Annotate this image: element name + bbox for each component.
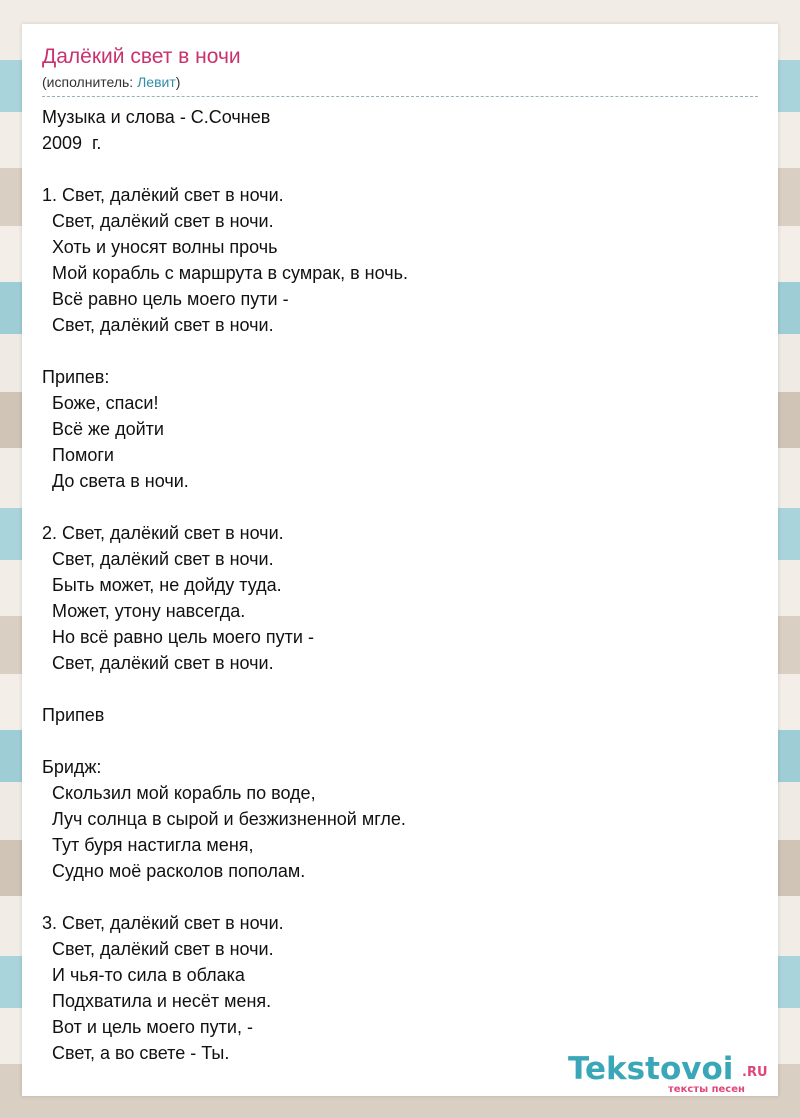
lyric-line: Свет, далёкий свет в ночи.	[42, 939, 274, 959]
lyric-line: Свет, далёкий свет в ночи.	[42, 211, 274, 231]
lyric-line: Помоги	[42, 445, 114, 465]
lyric-line: Всё же дойти	[42, 419, 164, 439]
lyric-line: Свет, далёкий свет в ночи.	[42, 315, 274, 335]
lyric-line: Луч солнца в сырой и безжизненной мгле.	[42, 809, 406, 829]
site-logo[interactable]	[568, 1050, 773, 1100]
logo-tagline: тексты песен	[668, 1084, 745, 1095]
lyric-line: Вот и цель моего пути, -	[42, 1017, 253, 1037]
lyric-line: Тут буря настигла меня,	[42, 835, 254, 855]
lyric-line: И чья-то сила в облака	[42, 965, 245, 985]
lyric-line: Хоть и уносят волны прочь	[42, 237, 278, 257]
lyric-line: 1. Свет, далёкий свет в ночи.	[42, 185, 284, 205]
logo-domain: .RU	[742, 1065, 768, 1080]
logo-wordmark: Tekstovoi	[568, 1051, 734, 1087]
lyric-line: Но всё равно цель моего пути -	[42, 627, 314, 647]
lyric-line: Судно моё расколов пополам.	[42, 861, 306, 881]
lyric-line: Скользил мой корабль по воде,	[42, 783, 316, 803]
song-title: Далёкий свет в ночи	[42, 45, 241, 68]
performer-link[interactable]: Левит	[137, 74, 176, 90]
lyric-line: Всё равно цель моего пути -	[42, 289, 289, 309]
lyric-line: 2. Свет, далёкий свет в ночи.	[42, 523, 284, 543]
lyric-line: Бридж:	[42, 757, 102, 777]
lyric-line: 3. Свет, далёкий свет в ночи.	[42, 913, 284, 933]
lyric-line: Мой корабль с маршрута в сумрак, в ночь.	[42, 263, 408, 283]
performer-line	[42, 73, 758, 91]
performer-suffix: )	[175, 74, 181, 90]
lyric-line: Быть может, не дойду туда.	[42, 575, 282, 595]
lyric-line: Свет, далёкий свет в ночи.	[42, 653, 274, 673]
lyric-line: До света в ночи.	[42, 471, 189, 491]
lyric-line: Музыка и слова - С.Сочнев	[42, 107, 271, 127]
lyric-line: Свет, а во свете - Ты.	[42, 1043, 230, 1063]
song-header	[42, 44, 758, 97]
lyric-line: Может, утону навсегда.	[42, 601, 246, 621]
lyrics-page	[22, 24, 778, 1096]
lyric-line: 2009 г.	[42, 133, 102, 153]
lyric-line: Свет, далёкий свет в ночи.	[42, 549, 274, 569]
performer-prefix: (исполнитель:	[42, 74, 138, 90]
lyric-line: Припев:	[42, 367, 110, 387]
lyrics-text	[42, 104, 758, 1066]
lyric-line: Боже, спаси!	[42, 393, 159, 413]
lyric-line: Подхватила и несёт меня.	[42, 991, 272, 1011]
lyric-line: Припев	[42, 705, 105, 725]
